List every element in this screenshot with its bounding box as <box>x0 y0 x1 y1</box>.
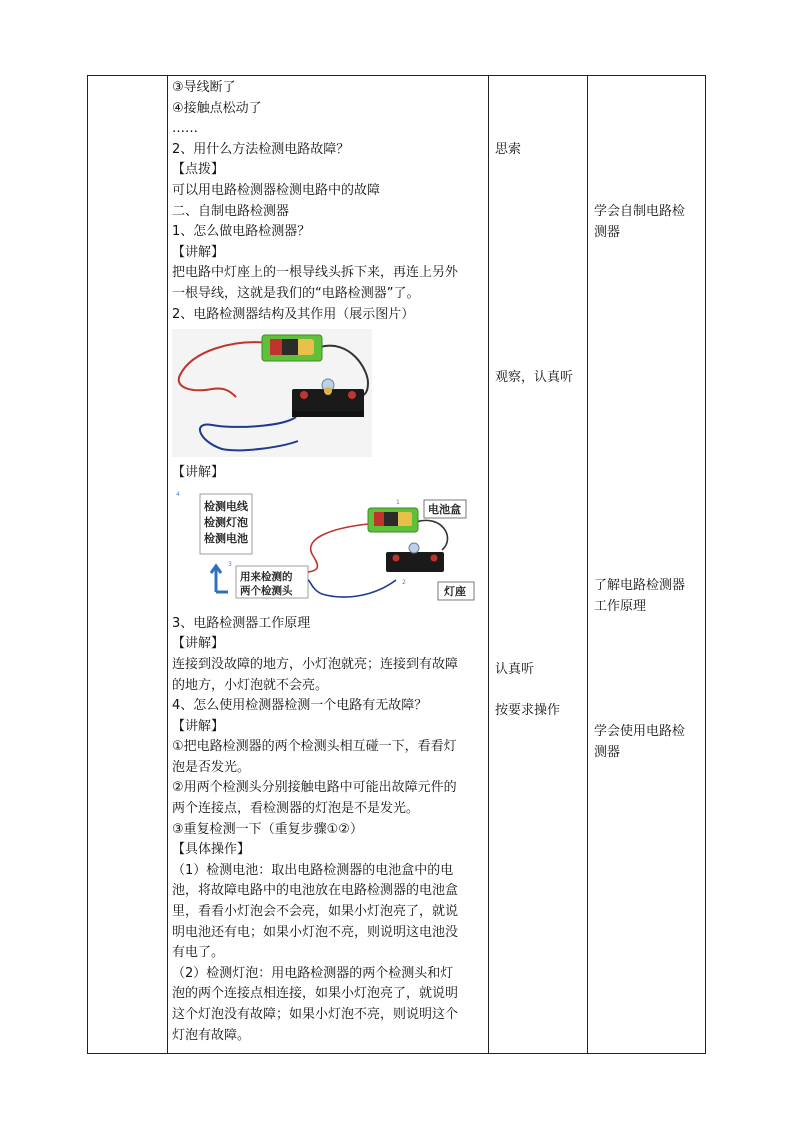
use-label: 检测电线 <box>204 499 248 513</box>
section-tag: 【讲解】 <box>172 244 225 260</box>
battery-box-label: 电池盒 <box>428 502 461 516</box>
text-line: 泡是否发光。 <box>172 759 251 775</box>
student-activity-operate: 按要求操作 <box>495 703 561 718</box>
text-line: 里，看看小灯泡会不会亮，如果小灯泡亮了，就说 <box>172 904 459 920</box>
badge-number: 3 <box>228 560 232 568</box>
column-divider-3 <box>587 75 588 1054</box>
column-divider-2 <box>488 75 489 1054</box>
section-tag: 【具体操作】 <box>172 842 251 858</box>
text-line: 一根导线，这就是我们的“电路检测器”了。 <box>172 285 420 301</box>
student-activity-observe: 观察，认真听 <box>495 370 574 385</box>
text-line: ③重复检测一下（重复步骤①②） <box>172 821 363 837</box>
text-line: ③导线断了 <box>172 80 236 95</box>
text-line: 学会使用电路检 <box>594 724 686 739</box>
text-line: 的地方，小灯泡就不会亮。 <box>172 677 329 693</box>
section-tag: 【讲解】 <box>172 465 225 481</box>
question-heading: 3、电路检测器工作原理 <box>172 615 311 631</box>
text-line: 有电了。 <box>172 945 225 961</box>
section-tag: 【讲解】 <box>172 718 225 734</box>
question-heading: 4、怎么使用检测器检测一个电路有无故障？ <box>172 698 428 714</box>
question-heading: 2、电路检测器结构及其作用（展示图片） <box>172 306 415 322</box>
badge-number: 2 <box>402 578 406 586</box>
text-line: 学会自制电路检 <box>594 204 686 219</box>
text-line: ①把电路检测器的两个检测头相互碰一下，看看灯 <box>172 739 457 755</box>
text-line: 把电路中灯座上的一根导线头拆下来，再连上另外 <box>172 265 459 281</box>
student-activity-listen: 认真听 <box>495 662 535 677</box>
text-line: …… <box>172 121 198 137</box>
question-heading: 2、用什么方法检测电路故障？ <box>172 141 350 157</box>
text-line: 灯泡有故障。 <box>172 1027 251 1043</box>
text-line: （2）检测灯泡：用电路检测器的两个检测头和灯 <box>172 965 454 981</box>
text-line: 可以用电路检测器检测电路中的故障 <box>172 182 381 198</box>
text-line: 两个连接点，看检测器的灯泡是不是发光。 <box>172 801 420 817</box>
text-line: 泡的两个连接点相连接，如果小灯泡亮了，就说明 <box>172 986 459 1002</box>
text-line: ④接触点松动了 <box>172 100 262 116</box>
lamp-holder-label: 灯座 <box>444 584 466 598</box>
column-divider-1 <box>167 75 168 1054</box>
text-line: ②用两个检测头分别接触电路中可能出故障元件的 <box>172 780 457 796</box>
text-line: （1）检测电池：取出电路检测器的电池盒中的电 <box>172 862 454 878</box>
annotated-detector-diagram <box>172 488 478 608</box>
circuit-detector-photo <box>172 329 372 457</box>
use-label: 检测灯泡 <box>204 515 248 529</box>
use-label: 检测电池 <box>204 531 248 545</box>
teaching-content-column <box>172 78 484 1046</box>
design-intent-1 <box>594 202 702 243</box>
design-intent-3 <box>594 722 702 763</box>
probe-label: 两个检测头 <box>240 584 293 597</box>
question-heading: 1、怎么做电路检测器？ <box>172 224 311 240</box>
probe-label: 用来检测的 <box>240 570 293 583</box>
text-line: 测器 <box>594 224 621 240</box>
text-line: 测器 <box>594 744 621 760</box>
section-tag: 【点拨】 <box>172 162 225 178</box>
text-line: 明电池还有电；如果小灯泡不亮，则说明这电池没 <box>172 924 459 940</box>
badge-number: 1 <box>396 498 400 506</box>
section-tag: 【讲解】 <box>172 636 225 652</box>
text-line: 工作原理 <box>594 598 647 614</box>
text-line: 了解电路检测器 <box>594 578 686 593</box>
section-heading: 二、自制电路检测器 <box>172 203 290 219</box>
student-activity-think: 思索 <box>495 142 522 157</box>
design-intent-2 <box>594 576 702 617</box>
text-line: 池，将故障电路中的电池放在电路检测器的电池盒 <box>172 883 459 899</box>
badge-number: 4 <box>176 490 180 498</box>
text-line: 连接到没故障的地方，小灯泡就亮；连接到有故障 <box>172 656 459 672</box>
text-line: 这个灯泡没有故障；如果小灯泡不亮，则说明这个 <box>172 1007 459 1022</box>
